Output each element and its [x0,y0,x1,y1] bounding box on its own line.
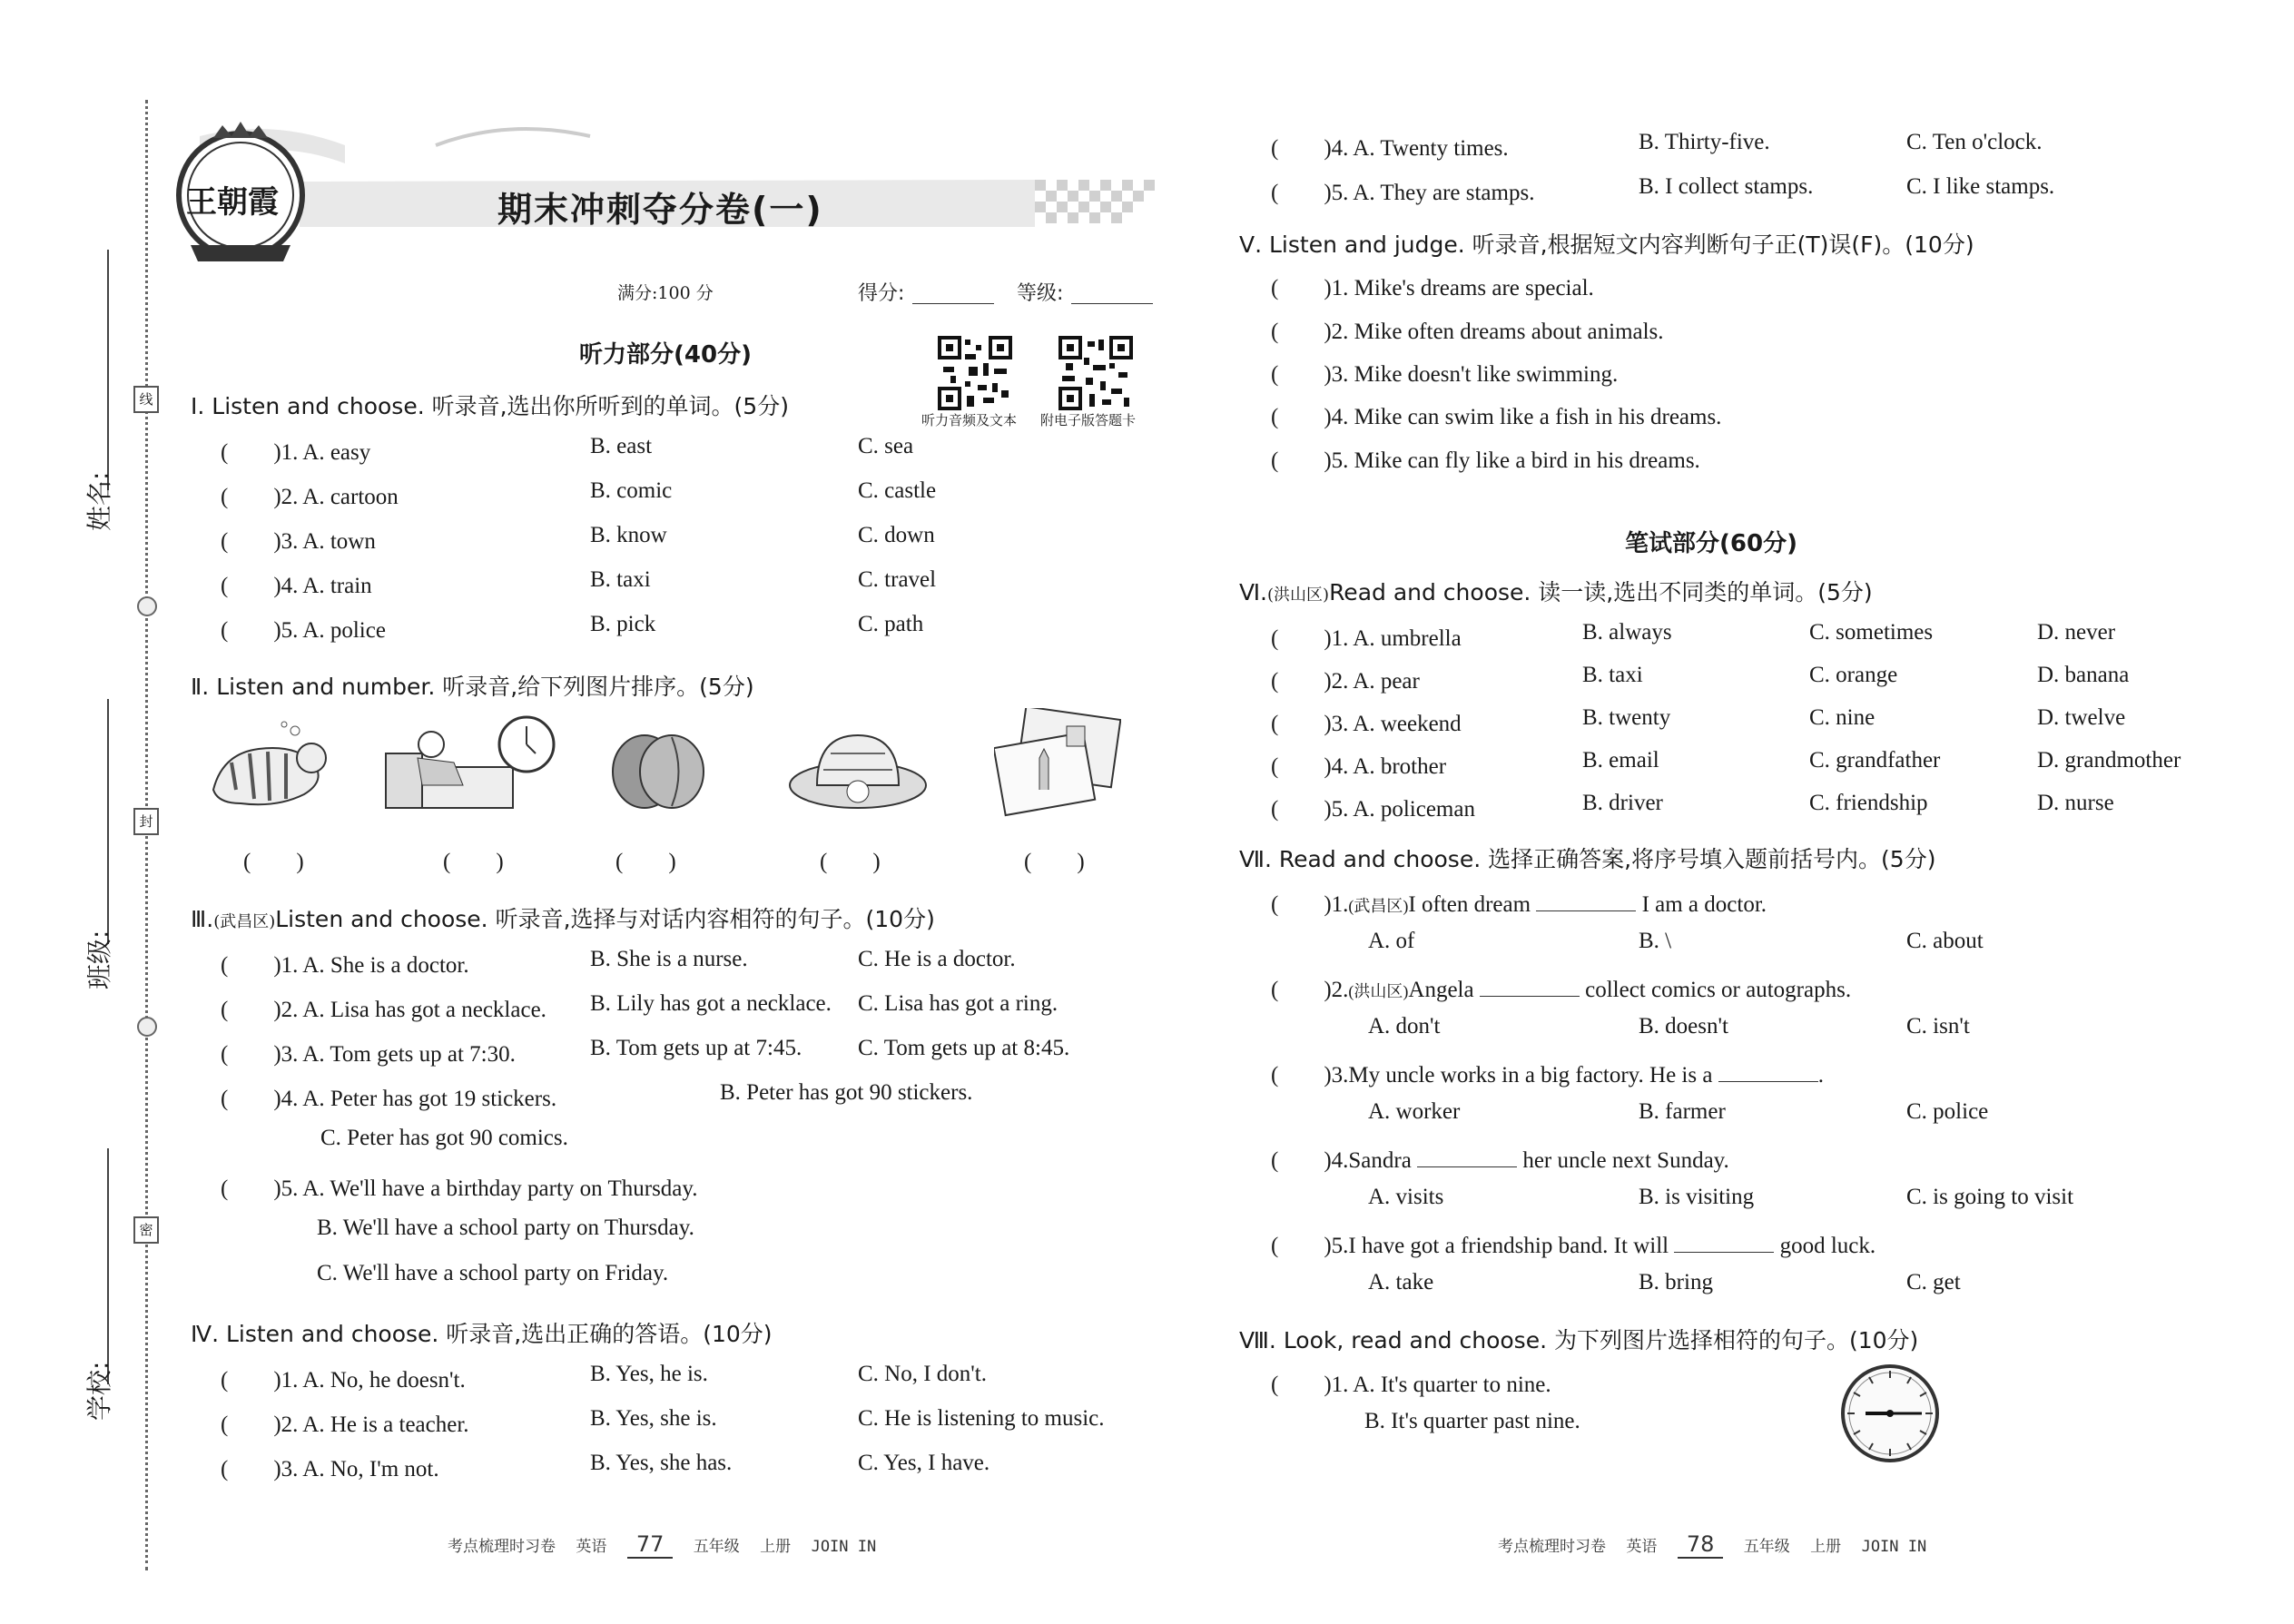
s7-q4-c: C. is going to visit [1906,1185,2074,1209]
s5-q5[interactable]: ( )5. Mike can fly like a bird in his dreams. [1271,448,1700,473]
s6-q1-d: D. never [2037,620,2116,645]
s2-bracket-4[interactable]: ( ) [820,850,881,874]
qr-code-audio[interactable] [938,336,1012,410]
s6-q4-d: D. grandmother [2037,748,2181,773]
s6-q1-b: B. always [1582,620,1672,645]
full-score: 满分:100 分 [617,283,714,303]
s4-q1[interactable]: ( )1. A. No, he doesn't. [221,1368,466,1393]
s7-q1 [1271,886,1767,919]
s6-q5-b: B. driver [1582,791,1663,815]
footer-left [448,1531,876,1557]
binding-mark-line: 线 [133,386,159,413]
s4-heading: Ⅳ. Listen and choose. 听录音,选出正确的答语。(10分) [191,1321,773,1347]
s6-heading [1239,575,1873,607]
s7-q1-b: B. \ [1639,929,1672,953]
s7-q1-area: (武昌区) [1348,897,1409,915]
s3-q2[interactable]: ( )2. A. Lisa has got a necklace. [221,998,546,1022]
s7-q2-after: collect comics or autographs. [1585,978,1852,1002]
s6-q3[interactable]: ( )3. A. weekend [1271,712,1462,736]
s2-bracket-2[interactable]: ( ) [443,850,504,874]
footer-right-term: 上册 [1810,1538,1842,1556]
s6-q1[interactable]: ( )1. A. umbrella [1271,626,1462,651]
footer-right [1498,1531,1926,1557]
s4-q3-c: C. Yes, I have. [858,1451,990,1475]
melon-image [604,726,713,817]
s3-q4-b: B. Peter has got 90 stickers. [720,1080,973,1105]
grade-blank[interactable] [1071,303,1153,304]
score-blank[interactable] [912,303,994,304]
s4-q2[interactable]: ( )2. A. He is a teacher. [221,1412,469,1437]
page-number-right: 78 [1678,1531,1724,1559]
s6-q2-d: D. banana [2037,663,2130,687]
binding-mark-seal: 封 [133,808,159,835]
s4-q4-c: C. Ten o'clock. [1906,130,2043,154]
s7-q2-area: (洪山区) [1348,982,1409,1000]
s1-q1-b: B. east [590,434,653,458]
s7-q3-a: A. worker [1368,1099,1461,1124]
s7-q4-after: her uncle next Sunday. [1522,1148,1729,1173]
binding-mark-secret: 密 [133,1216,159,1244]
s3-q1[interactable]: ( )1. A. She is a doctor. [221,953,469,978]
s3-q4[interactable]: ( )4. A. Peter has got 19 stickers. [221,1087,557,1111]
binding-hole-2 [137,1017,157,1037]
s4-q4-b: B. Thirty-five. [1639,130,1770,154]
s7-q5-after: good luck. [1779,1234,1876,1258]
s6-q2-c: C. orange [1809,663,1898,687]
s7-q1-after: I am a doctor. [1641,892,1767,917]
s6-q3-b: B. twenty [1582,705,1671,730]
binding-dotted-line [145,100,148,1570]
s1-q4-b: B. taxi [590,567,651,592]
s7-q2-b: B. doesn't [1639,1014,1728,1038]
footer-right-subject: 英语 [1626,1538,1658,1556]
s6-heading-area: (洪山区) [1267,586,1330,605]
s4-q2-c: C. He is listening to music. [858,1406,1105,1431]
s6-heading-text: Read and choose. 读一读,选出不同类的单词。(5分) [1329,579,1873,605]
s1-q2-b: B. comic [590,478,673,503]
postcard-image [994,708,1121,817]
s8-q1[interactable]: ( )1. A. It's quarter to nine. [1271,1373,1551,1397]
s1-q2[interactable]: ( )2. A. cartoon [221,485,399,509]
s3-heading-area: (武昌区) [213,912,276,931]
s2-bracket-3[interactable]: ( ) [615,850,676,874]
s2-heading: Ⅱ. Listen and number. 听录音,给下列图片排序。(5分) [191,674,754,700]
s5-q4[interactable]: ( )4. Mike can swim like a fish in his dreams. [1271,405,1722,429]
s7-q3-b: B. farmer [1639,1099,1726,1124]
s8-q1-b: B. It's quarter past nine. [1364,1409,1580,1433]
s7-q2-blank[interactable] [1480,978,1580,997]
s7-q4-bracket[interactable]: ( )4. [1271,1148,1349,1173]
s5-q3[interactable]: ( )3. Mike doesn't like swimming. [1271,362,1619,387]
s7-q2-c: C. isn't [1906,1014,1970,1038]
s6-q3-c: C. nine [1809,705,1876,730]
s7-q5 [1271,1227,1876,1260]
s4-q5-b: B. I collect stamps. [1639,174,1814,199]
girl-bed-clock-image [381,713,563,817]
footer-left-term: 上册 [760,1538,792,1556]
s3-q3-b: B. Tom gets up at 7:45. [590,1036,802,1060]
s1-q4-c: C. travel [858,567,937,592]
s5-q1[interactable]: ( )1. Mike's dreams are special. [1271,276,1594,300]
s7-q5-blank[interactable] [1674,1234,1774,1253]
footer-right-series: JOIN IN [1861,1538,1927,1556]
s7-q4-b: B. is visiting [1639,1185,1755,1209]
s7-heading: Ⅶ. Read and choose. 选择正确答案,将序号填入题前括号内。(5分) [1239,846,1936,872]
s3-q2-b: B. Lily has got a necklace. [590,991,832,1016]
s7-q3-after: . [1817,1063,1824,1088]
school-label: 学校: [84,1361,114,1421]
s6-heading-prefix: Ⅵ. [1239,579,1268,605]
s3-q5[interactable]: ( )5. A. We'll have a birthday party on Thursday. [221,1176,698,1201]
s1-q1[interactable]: ( )1. A. easy [221,440,371,465]
page-number-left: 77 [627,1531,674,1559]
name-label: 姓名: [84,471,114,531]
s7-q1-a: A. of [1368,929,1415,953]
hat-image [785,726,930,817]
s1-q5-b: B. pick [590,612,656,636]
qr-label-audio: 听力音频及文本 [921,412,1018,428]
s3-q5-b: B. We'll have a school party on Thursday. [317,1216,694,1240]
footer-right-book: 考点梳理时习卷 [1498,1538,1606,1556]
s7-q4-a: A. visits [1368,1185,1444,1209]
score-label: 得分: [858,282,905,305]
s7-q1-c: C. about [1906,929,1984,953]
s1-q5[interactable]: ( )5. A. police [221,618,386,643]
s8-heading: Ⅷ. Look, read and choose. 为下列图片选择相符的句子。(10分) [1239,1327,1919,1353]
listening-title: 听力部分(40分) [579,341,752,369]
s6-q3-d: D. twelve [2037,705,2126,730]
name-line [107,250,109,490]
s3-q4-c: C. Peter has got 90 comics. [320,1126,568,1150]
s7-q5-c: C. get [1906,1270,1961,1294]
logo-text: 王朝霞 [186,184,279,221]
s3-heading [191,901,935,934]
s7-q5-a: A. take [1368,1270,1434,1294]
s7-q2-before: Angela [1408,978,1474,1002]
page-title: 期末冲刺夺分卷(一) [497,190,823,230]
s1-q1-c: C. sea [858,434,914,458]
s5-q2[interactable]: ( )2. Mike often dreams about animals. [1271,320,1664,344]
footer-left-series: JOIN IN [811,1538,877,1556]
s3-q2-c: C. Lisa has got a ring. [858,991,1058,1016]
s4-q1-b: B. Yes, he is. [590,1362,708,1386]
s3-heading-text: Listen and choose. 听录音,选择与对话内容相符的句子。(10分) [275,906,935,932]
clock-image [1838,1362,1943,1466]
s3-q3-c: C. Tom gets up at 8:45. [858,1036,1070,1060]
s1-q2-c: C. castle [858,478,937,503]
grade-label: 等级: [1017,282,1064,305]
class-label: 班级: [84,930,114,989]
s5-heading: Ⅴ. Listen and judge. 听录音,根据短文内容判断句子正(T)误(F)。(10分) [1239,231,1974,258]
s6-q5-c: C. friendship [1809,791,1928,815]
footer-left-subject: 英语 [576,1538,607,1556]
s6-q4-c: C. grandfather [1809,748,1941,773]
s3-heading-prefix: Ⅲ. [191,906,214,932]
s4-q3-b: B. Yes, she has. [590,1451,733,1475]
s6-q4[interactable]: ( )4. A. brother [1271,754,1447,779]
s1-q5-c: C. path [858,612,924,636]
s7-q3-blank[interactable] [1718,1063,1818,1082]
footer-right-grade: 五年级 [1743,1538,1790,1556]
s4-q5-c: C. I like stamps. [1906,174,2055,199]
s1-heading: Ⅰ. Listen and choose. 听录音,选出你所听到的单词。(5分) [191,393,789,419]
s4-q3[interactable]: ( )3. A. No, I'm not. [221,1457,439,1481]
s4-q4[interactable]: ( )4. A. Twenty times. [1271,136,1509,161]
s7-q2-a: A. don't [1368,1014,1441,1038]
qr-label-answer-card: 附电子版答题卡 [1040,412,1137,428]
s4-q5[interactable]: ( )5. A. They are stamps. [1271,181,1535,205]
qr-code-answer-card[interactable] [1058,336,1133,410]
s1-q3[interactable]: ( )3. A. town [221,529,376,554]
s6-q2-b: B. taxi [1582,663,1643,687]
school-line [107,1148,109,1384]
s7-q1-bracket[interactable]: ( )1. [1271,892,1349,917]
s1-q3-c: C. down [858,523,935,547]
s3-q5-c: C. We'll have a school party on Friday. [317,1261,669,1285]
class-line [107,699,109,944]
s4-q2-b: B. Yes, she is. [590,1406,717,1431]
s1-q3-b: B. know [590,523,667,547]
s6-q1-c: C. sometimes [1809,620,1934,645]
s6-q5-d: D. nurse [2037,791,2114,815]
s7-q2 [1271,971,1851,1004]
s1-q4[interactable]: ( )4. A. train [221,574,372,598]
s7-q1-before: I often dream [1408,892,1531,917]
s4-q1-c: C. No, I don't. [858,1362,988,1386]
s7-q3 [1271,1057,1824,1089]
s7-q5-b: B. bring [1639,1270,1713,1294]
s6-q5[interactable]: ( )5. A. policeman [1271,797,1475,822]
s3-q1-b: B. She is a nurse. [590,947,748,971]
s7-q2-bracket[interactable]: ( )2. [1271,978,1349,1002]
binding-hole-1 [137,596,157,616]
s7-q4-before: Sandra [1348,1148,1412,1173]
s6-q2[interactable]: ( )2. A. pear [1271,669,1420,694]
s7-q5-before: I have got a friendship band. It will [1348,1234,1669,1258]
s7-q3-bracket[interactable]: ( )3. [1271,1063,1349,1088]
written-title: 笔试部分(60分) [1625,530,1797,557]
s6-q4-b: B. email [1582,748,1659,773]
s7-q5-bracket[interactable]: ( )5. [1271,1234,1349,1258]
s2-bracket-5[interactable]: ( ) [1024,850,1085,874]
s7-q3-c: C. police [1906,1099,1989,1124]
s7-q4 [1271,1142,1729,1175]
footer-left-grade: 五年级 [693,1538,740,1556]
s3-q1-c: C. He is a doctor. [858,947,1016,971]
s7-q3-before: My uncle works in a big factory. He is a [1348,1063,1713,1088]
s3-q3[interactable]: ( )3. A. Tom gets up at 7:30. [221,1042,516,1067]
footer-left-book: 考点梳理时习卷 [448,1538,556,1556]
s7-q4-blank[interactable] [1417,1148,1517,1167]
s2-bracket-1[interactable]: ( ) [243,850,304,874]
tiger-image [204,717,336,817]
s7-q1-blank[interactable] [1536,892,1636,911]
